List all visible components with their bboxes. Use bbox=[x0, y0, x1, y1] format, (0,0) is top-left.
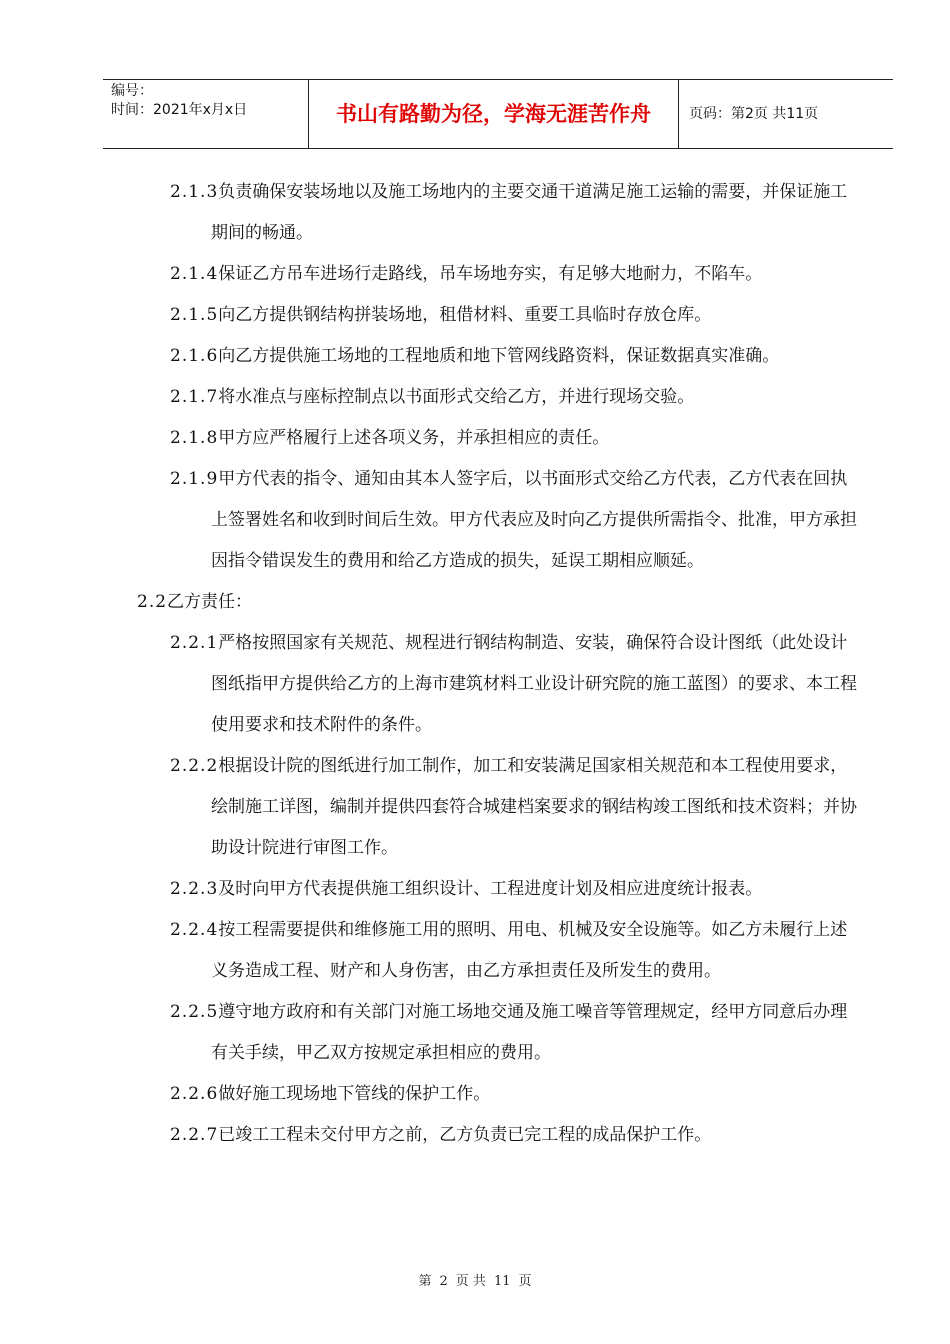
clause-text: 遵守地方政府和有关部门对施工场地交通及施工噪音等管理规定，经甲方同意后办理有关手续，甲乙双方按规定承担相应的费用。 bbox=[211, 1002, 848, 1063]
clause-number: 2.2.6 bbox=[170, 1084, 219, 1104]
clause-text: 将水准点与座标控制点以书面形式交给乙方，并进行现场交验。 bbox=[218, 387, 695, 407]
clause-2-2-5 bbox=[0, 992, 860, 1074]
clause-text: 及时向甲方代表提供施工组织设计、工程进度计划及相应进度统计报表。 bbox=[218, 879, 763, 899]
date-label: 时间：2021年x月x日 bbox=[111, 102, 248, 118]
clause-2-1-3 bbox=[0, 172, 860, 254]
clause-2-2-2 bbox=[0, 746, 860, 869]
clause-number: 2.2.2 bbox=[170, 756, 219, 776]
section-number: 2.2 bbox=[137, 592, 168, 612]
footer-page-prefix: 第 bbox=[418, 1274, 432, 1289]
clause-2-2-6 bbox=[0, 1074, 860, 1115]
page-footer bbox=[0, 1270, 950, 1289]
clause-number: 2.1.8 bbox=[170, 428, 219, 448]
section-title: 乙方责任： bbox=[167, 592, 253, 612]
clause-text: 负责确保安装场地以及施工场地内的主要交通干道满足施工运输的需要，并保证施工期间的畅通。 bbox=[211, 182, 848, 243]
footer-page-number: 2 bbox=[439, 1274, 448, 1289]
clause-2-2-1 bbox=[0, 623, 860, 746]
clause-number: 2.2.1 bbox=[170, 633, 219, 653]
clause-number: 2.1.5 bbox=[170, 305, 219, 325]
clause-number: 2.1.6 bbox=[170, 346, 219, 366]
clause-2-1-5 bbox=[0, 295, 860, 336]
clause-number: 2.2.3 bbox=[170, 879, 219, 899]
clause-text: 甲方应严格履行上述各项义务，并承担相应的责任。 bbox=[218, 428, 610, 448]
clause-2-1-8 bbox=[0, 418, 860, 459]
header-motto: 书山有路勤为径，学海无涯苦作舟 bbox=[309, 80, 679, 148]
clause-text: 按工程需要提供和维修施工用的照明、用电、机械及安全设施等。如乙方未履行上述义务造成工程、财产和人身伤害，由乙方承担责任及所发生的费用。 bbox=[211, 920, 848, 981]
clause-text: 已竣工工程未交付甲方之前，乙方负责已完工程的成品保护工作。 bbox=[218, 1125, 712, 1145]
clause-2-1-7 bbox=[0, 377, 860, 418]
document-body bbox=[0, 172, 950, 1156]
header-left-cell bbox=[103, 80, 309, 148]
clause-number: 2.1.3 bbox=[170, 182, 219, 202]
footer-page-suffix: 页 bbox=[518, 1274, 532, 1289]
clause-2-1-6 bbox=[0, 336, 860, 377]
header-page-info: 页码：第2页 共11页 bbox=[689, 106, 819, 122]
clause-number: 2.2.4 bbox=[170, 920, 219, 940]
section-heading-2-2 bbox=[0, 582, 950, 623]
page-header bbox=[103, 79, 893, 149]
clause-text: 甲方代表的指令、通知由其本人签字后，以书面形式交给乙方代表，乙方代表在回执上签署姓名和收到时间后生效。甲方代表应及时向乙方提供所需指令、批准，甲方承担因指令错误发生的费用和给乙方造成的损失，延误工期相应顺延。 bbox=[211, 469, 857, 571]
clause-2-1-9 bbox=[0, 459, 860, 582]
clause-2-2-7 bbox=[0, 1115, 860, 1156]
clause-number: 2.1.4 bbox=[170, 264, 219, 284]
clause-text: 严格按照国家有关规范、规程进行钢结构制造、安装，确保符合设计图纸（此处设计图纸指甲方提供给乙方的上海市建筑材料工业设计研究院的施工蓝图）的要求、本工程使用要求和技术附件的条件。 bbox=[211, 633, 857, 735]
clause-text: 根据设计院的图纸进行加工制作，加工和安装满足国家相关规范和本工程使用要求，绘制施工详图，编制并提供四套符合城建档案要求的钢结构竣工图纸和技术资料；并协助设计院进行审图工作。 bbox=[211, 756, 857, 858]
footer-page-mid: 页 共 bbox=[455, 1274, 486, 1289]
clause-text: 做好施工现场地下管线的保护工作。 bbox=[218, 1084, 491, 1104]
clause-number: 2.1.7 bbox=[170, 387, 219, 407]
doc-number-label: 编号： bbox=[111, 83, 153, 99]
clause-number: 2.2.5 bbox=[170, 1002, 219, 1022]
clause-number: 2.2.7 bbox=[170, 1125, 219, 1145]
clause-2-2-3 bbox=[0, 869, 860, 910]
clause-text: 向乙方提供钢结构拼装场地，租借材料、重要工具临时存放仓库。 bbox=[218, 305, 712, 325]
clause-2-1-4 bbox=[0, 254, 860, 295]
clause-2-2-4 bbox=[0, 910, 860, 992]
footer-page-total: 11 bbox=[493, 1274, 511, 1289]
clause-text: 向乙方提供施工场地的工程地质和地下管网线路资料，保证数据真实准确。 bbox=[218, 346, 780, 366]
clause-text: 保证乙方吊车进场行走路线，吊车场地夯实，有足够大地耐力，不陷车。 bbox=[218, 264, 763, 284]
clause-number: 2.1.9 bbox=[170, 469, 219, 489]
